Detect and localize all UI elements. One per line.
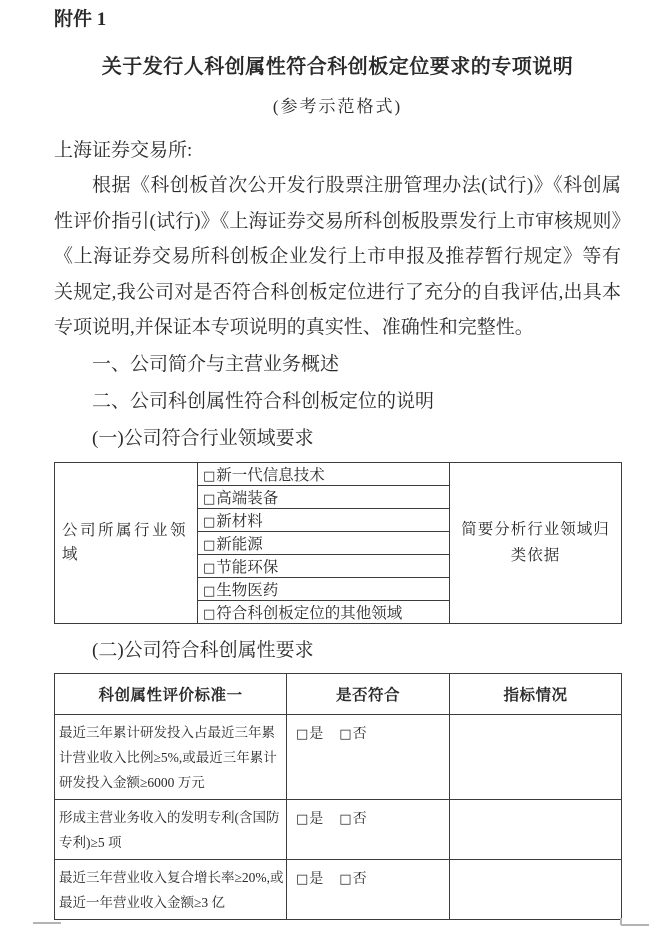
industry-row-header: 公司所属行业领域 bbox=[55, 462, 198, 623]
industry-option-cell bbox=[198, 462, 450, 485]
industry-option-label: 生物医药 bbox=[216, 581, 279, 599]
checkbox-icon: □ bbox=[203, 491, 216, 507]
compliance-cell bbox=[287, 714, 450, 799]
industry-option-cell bbox=[198, 600, 450, 623]
checkbox-icon: □ bbox=[339, 871, 352, 887]
no-label: 否 bbox=[352, 871, 367, 887]
industry-option-label: 新能源 bbox=[216, 535, 263, 553]
criteria-table bbox=[54, 673, 622, 920]
criteria-header-standard: 科创属性评价标准一 bbox=[55, 673, 287, 714]
industry-option-label: 新一代信息技术 bbox=[216, 466, 325, 484]
industry-option-cell bbox=[198, 485, 450, 508]
compliance-cell bbox=[287, 859, 450, 919]
subsection-two-heading: (二)公司符合科创属性要求 bbox=[92, 639, 314, 661]
page-boundary-mark-right bbox=[621, 924, 649, 926]
indicator-value-cell bbox=[450, 799, 622, 859]
industry-option-cell bbox=[198, 577, 450, 600]
checkbox-icon: □ bbox=[203, 514, 216, 530]
industry-analysis-note: 简要分析行业领域归类依据 bbox=[450, 462, 622, 623]
table-row bbox=[55, 859, 622, 919]
no-label: 否 bbox=[352, 726, 367, 742]
industry-option-label: 符合科创板定位的其他领域 bbox=[216, 604, 403, 622]
industry-option-cell bbox=[198, 508, 450, 531]
table-row bbox=[55, 462, 622, 485]
table-row bbox=[55, 714, 622, 799]
checkbox-icon: □ bbox=[339, 811, 352, 827]
attachment-label: 附件 1 bbox=[54, 9, 107, 30]
checkbox-icon: □ bbox=[203, 537, 216, 553]
indicator-value-cell bbox=[450, 859, 622, 919]
compliance-cell bbox=[287, 799, 450, 859]
no-label: 否 bbox=[352, 811, 367, 827]
page-boundary-mark-left bbox=[33, 922, 61, 924]
yes-label: 是 bbox=[309, 871, 324, 887]
doc-subtitle: (参考示范格式) bbox=[272, 97, 403, 116]
industry-option-label: 节能环保 bbox=[216, 558, 279, 576]
criterion-text: 形成主营业务收入的发明专利(含国防专利)≥5 项 bbox=[55, 799, 287, 859]
criteria-header-indicator: 指标情况 bbox=[450, 673, 622, 714]
outline-item-two: 二、公司科创属性符合科创板定位的说明 bbox=[92, 390, 435, 412]
checkbox-icon: □ bbox=[203, 583, 216, 599]
intro-paragraph: 根据《科创板首次公开发行股票注册管理办法(试行)》《科创属性评价指引(试行)》《上海证券交易所科创板股票发行上市审核规则》《上海证券交易所科创板企业发行上市申报及推荐暂行规定》等有关规定,我公司对是否符合科创板定位进行了充分的自我评估,出具本专项说明,并保证本专项说明的真实性、准确性和完整性。 bbox=[54, 175, 621, 338]
doc-title: 关于发行人科创属性符合科创板定位要求的专项说明 bbox=[101, 56, 574, 78]
salutation: 上海证券交易所: bbox=[54, 140, 193, 161]
industry-option-label: 新材料 bbox=[216, 512, 263, 530]
checkbox-icon: □ bbox=[203, 468, 216, 484]
checkbox-icon: □ bbox=[203, 606, 216, 622]
yes-label: 是 bbox=[309, 726, 324, 742]
outline-item-one: 一、公司简介与主营业务概述 bbox=[92, 353, 340, 375]
indicator-value-cell bbox=[450, 714, 622, 799]
checkbox-icon: □ bbox=[296, 726, 309, 742]
criterion-text: 最近三年累计研发投入占最近三年累计营业收入比例≥5%,或最近三年累计研发投入金额≥6000 万元 bbox=[55, 714, 287, 799]
industry-option-cell bbox=[198, 554, 450, 577]
subsection-one-heading: (一)公司符合行业领域要求 bbox=[92, 427, 314, 449]
industry-option-cell bbox=[198, 531, 450, 554]
criterion-text: 最近三年营业收入复合增长率≥20%,或最近一年营业收入金额≥3 亿 bbox=[55, 859, 287, 919]
checkbox-icon: □ bbox=[203, 560, 216, 576]
criteria-header-compliance: 是否符合 bbox=[287, 673, 450, 714]
table-header-row bbox=[55, 673, 622, 714]
table-row bbox=[55, 799, 622, 859]
checkbox-icon: □ bbox=[296, 811, 309, 827]
industry-option-label: 高端装备 bbox=[216, 489, 279, 507]
page-boundary-mark-right-tick bbox=[620, 918, 622, 925]
yes-label: 是 bbox=[309, 811, 324, 827]
industry-table bbox=[54, 462, 622, 624]
checkbox-icon: □ bbox=[296, 871, 309, 887]
checkbox-icon: □ bbox=[339, 726, 352, 742]
